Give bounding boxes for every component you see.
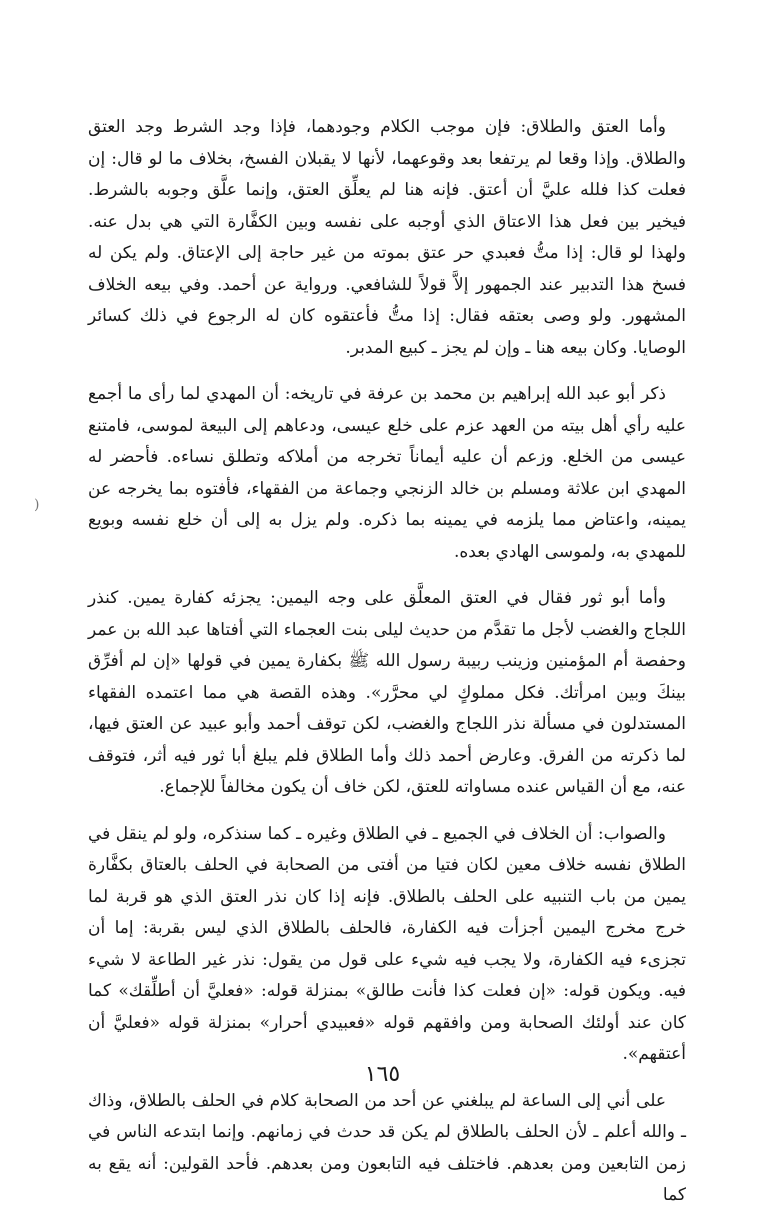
margin-mark: ) (34, 497, 40, 513)
paragraph-2: ذكر أبو عبد الله إبراهيم بن محمد بن عرفة في تاريخه: أن المهدي لما رأى ما أجمع عليه رأي أهل بيته من العهد عزم على خلع عيسى، ودعاهم إلى البيعة لموسى، فامتنع عيسى من الخلع. وزعم أن عليه أيماناً تخرجه من أملاكه وتطلق نساءه. فأحضر له المهدي ابن علاثة ومسلم بن خالد الزنجي وجماعة من الفقهاء، فأفتوه بما يخرجه عن يمينه، واعتاض مما يلزمه في يمينه بما ذكره. ولم يزل به إلى أن خلع نفسه وبويع للمهدي به، ولموسى الهادي بعده. (88, 384, 686, 562)
paragraph-5: على أني إلى الساعة لم يبلغني عن أحد من الصحابة كلام في الحلف بالطلاق، وذاك ـ والله أعلم ـ لأن الحلف بالطلاق لم يكن قد حدث في زمانهم. وإنما ابتدعه الناس في زمن التابعين ومن بعدهم. فاختلف فيه التابعون ومن بعدهم. فأحد القولين: أنه يقع به كما (88, 1090, 686, 1205)
paragraph-4: والصواب: أن الخلاف في الجميع ـ في الطلاق وغيره ـ كما سنذكره، ولو لم ينقل في الطلاق نفسه خلاف معين لكان فتيا من أفتى من الصحابة في الحلف بالعتاق بكفَّارة يمين من باب التنبيه على الحلف بالطلاق. فإنه إذا كان نذر العتق الذي هو قربة لما خرج مخرج اليمين أجزأت فيه الكفارة، فالحلف بالطلاق الذي ليس بقربة: إما أن تجزىء فيه الكفارة، ولا يجب فيه شيء على قول من يقول: نذر غير الطاعة لا شيء فيه. ويكون قوله: «إن فعلت كذا فأنت طالق» بمنزلة قوله: «فعليَّ أن أطلِّقك» كما كان عند أولئك الصحابة ومن وافقهم قوله «فعبيدي أحرار» بمنزلة قوله «فعليَّ أن أعتقهم». (88, 823, 686, 1064)
paragraph-3: وأما أبو ثور فقال في العتق المعلَّق على وجه اليمين: يجزئه كفارة يمين. كنذر اللجاج والغضب لأجل ما تقدَّم من حديث ليلى بنت العجماء التي أفتاها عبد الله بن عمر وحفصة أم المؤمنين وزينب ربيبة رسول الله ﷺ بكفارة يمين في قولها «إن لم أفرِّق بينكَ وبين امرأتك. فكل مملوكٍ لي محرَّر». وهذه القصة هي مما اعتمده الفقهاء المستدلون في مسألة نذر اللجاج والغضب، لكن توقف أحمد وأبو عبيد عن العتق فيها، لما ذكرته من الفرق. وعارض أحمد ذلك وأما الطلاق فلم يبلغ أبا ثور فيه أثر، فتوقف عنه، مع أن القياس عنده مساواته للعتق، لكن خاف أن يكون مخالفاً للإجماع. (88, 588, 686, 797)
paragraph-1: وأما العتق والطلاق: فإن موجب الكلام وجودهما، فإذا وجد الشرط وجد العتق والطلاق. وإذا وقعا لم يرتفعا بعد وقوعهما، لأنها لا يقبلان الفسخ، بخلاف ما لو قال: إن فعلت كذا فلله عليَّ أن أعتق. فإنه هنا لم يعلِّق العتق، وإنما علَّق وجوبه بالشرط. فيخير بين فعل هذا الاعتاق الذي أوجبه على نفسه وبين الكفَّارة التي هي بدل عنه. ولهذا لو قال: إذا متُّ فعبدي حر عتق بموته من غير حاجة إلى الإعتاق. ولم يكن له فسخ هذا التدبير عند الجمهور إلاَّ قولاً للشافعي. ورواية عن أحمد. وفي بيعه الخلاف المشهور. ولو وصى بعتقه فقال: إذا متُّ فأعتقوه كان له الرجوع في ذلك كسائر الوصايا. وكان بيعه هنا ـ وإن لم يجز ـ كبيع المدبر. (88, 117, 686, 358)
page-number: ١٦٥ (364, 1062, 401, 1087)
body-text (88, 112, 686, 1227)
